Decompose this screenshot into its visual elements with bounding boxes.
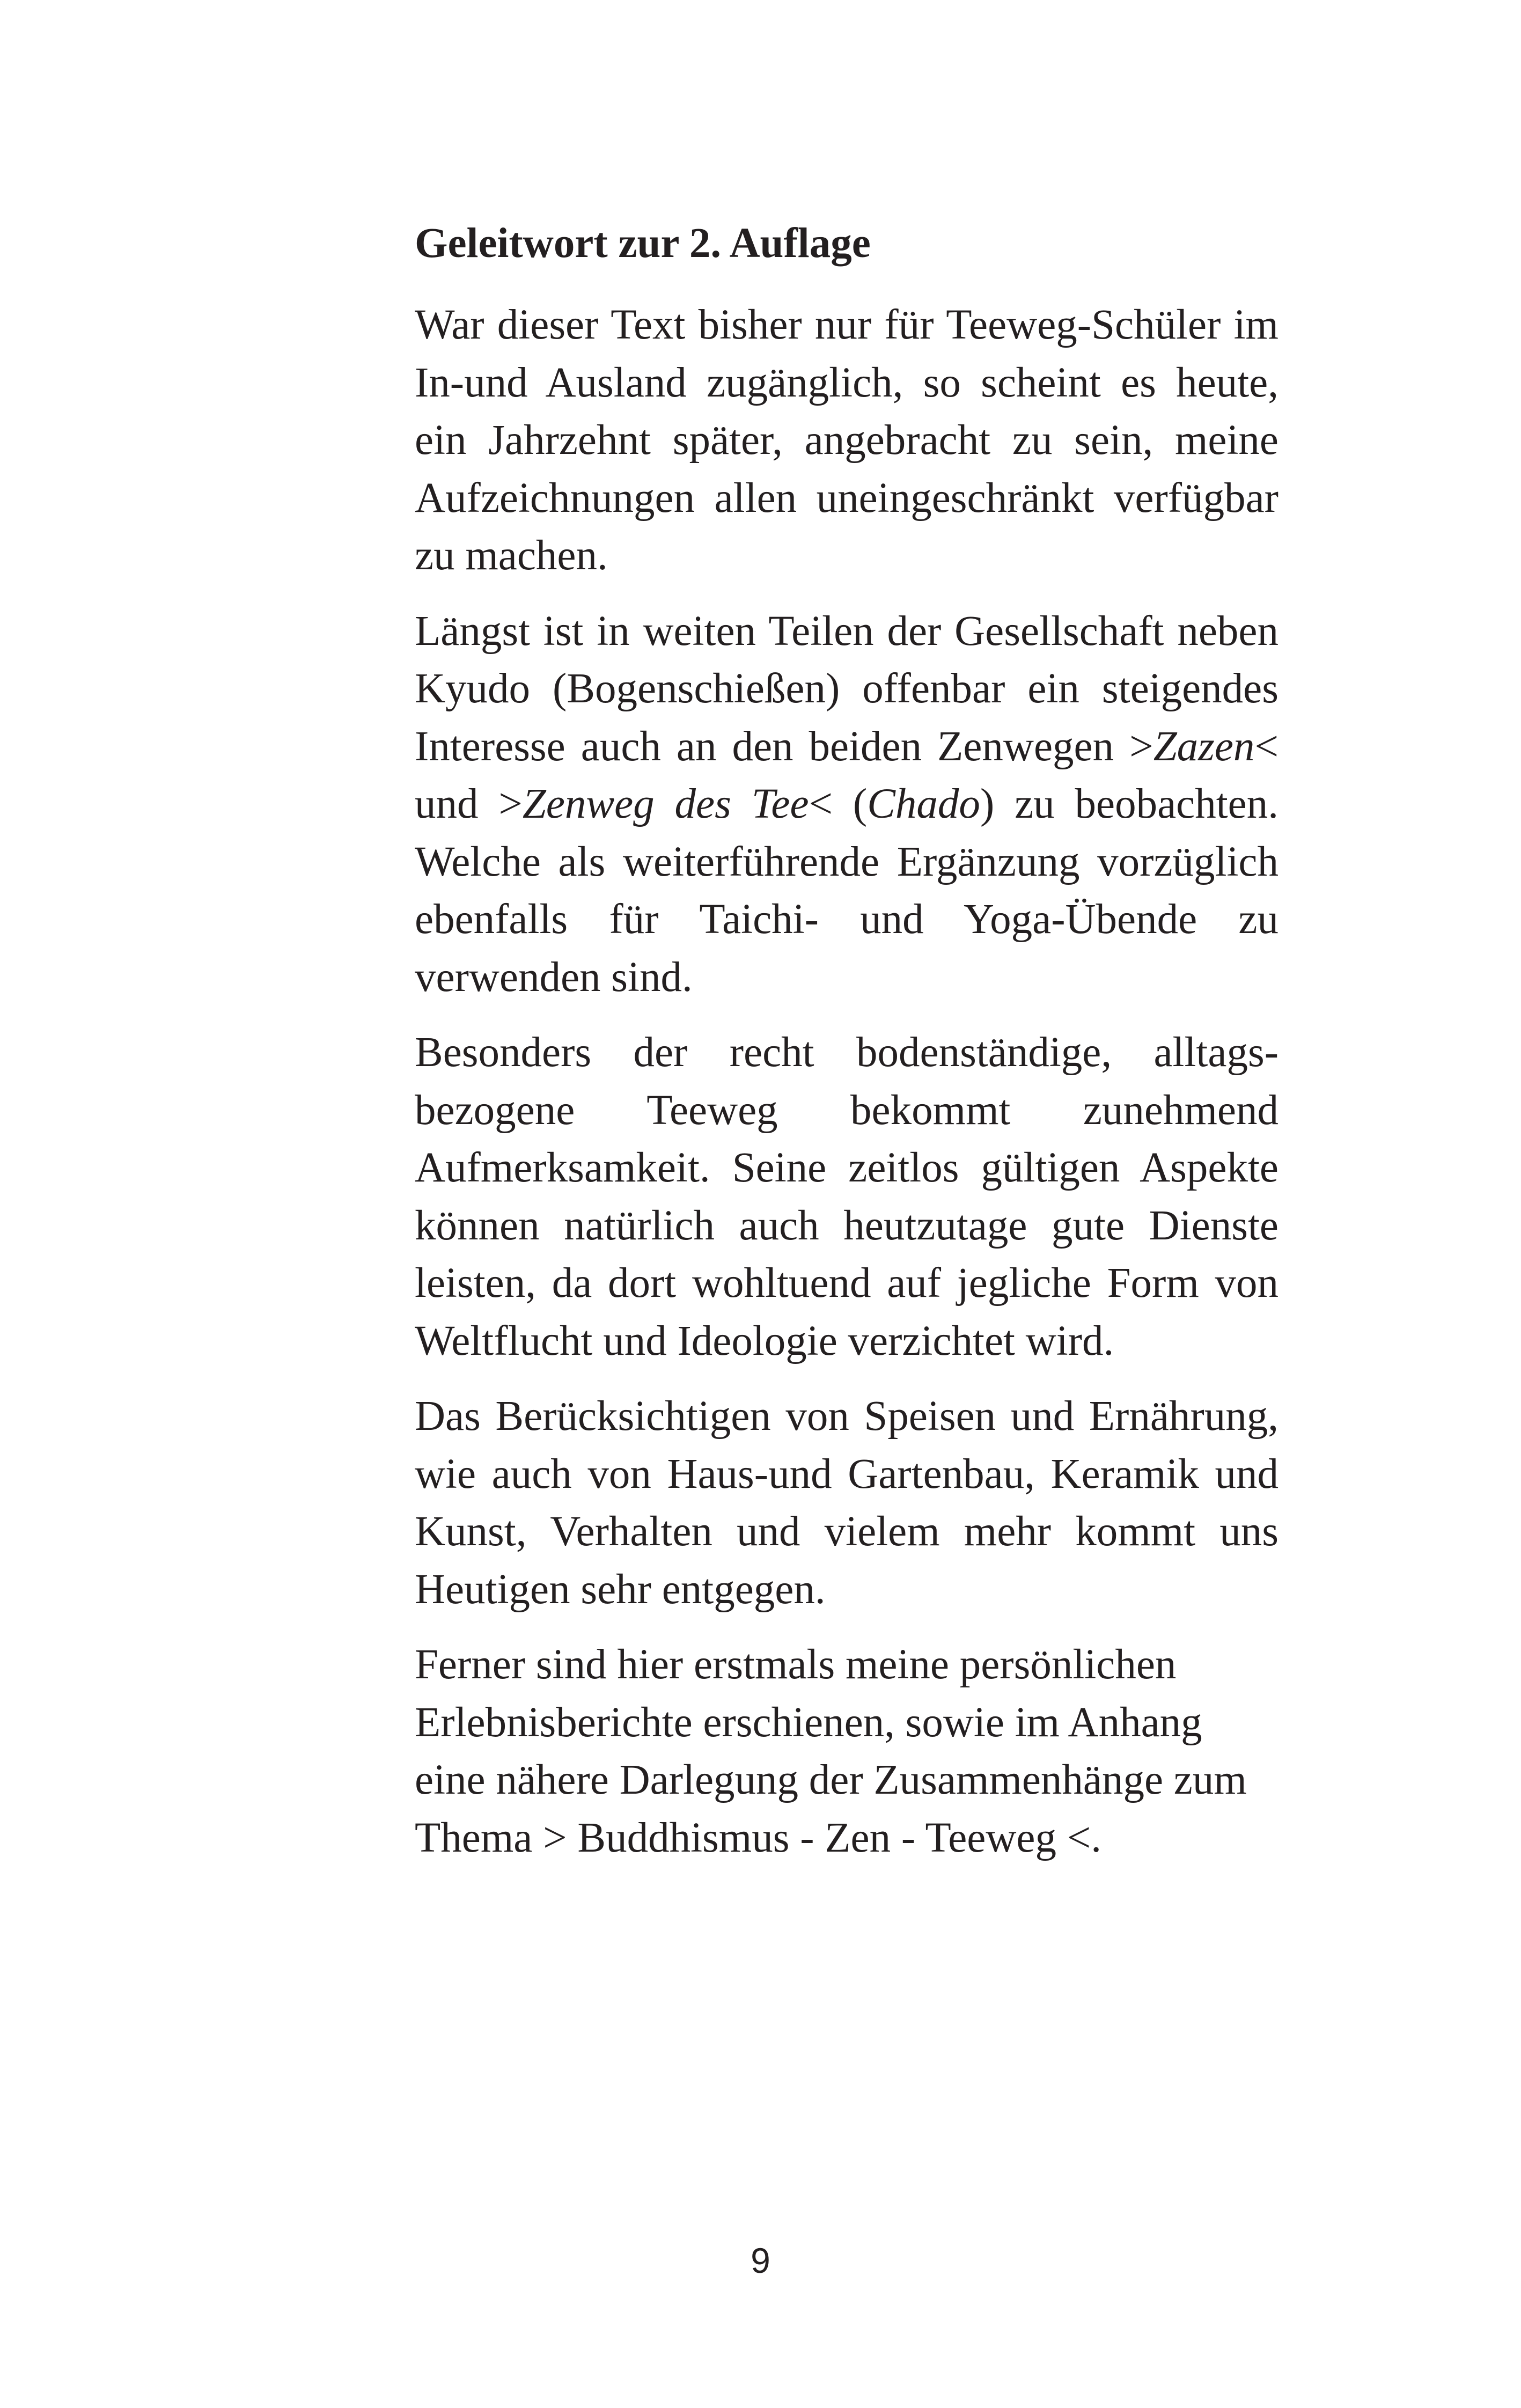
- paragraph-3: Besonders der recht bodenständige, alltagsbezogene Teeweg bekommt zunehmend Aufmerksamkeit. Seine zeitlos gültigen Aspekte können natürlich auch heutzutage gute Dienste leisten, da dort wohltuend auf jegliche Form von Weltflucht und Ideologie verzichtet wird.: [415, 1029, 1278, 1364]
- paragraph-2: [415, 603, 1278, 1007]
- paragraph-2-italic-zenweg: Zenweg des Tee: [522, 781, 809, 827]
- page-heading: Geleitwort zur 2. Auflage: [415, 220, 871, 267]
- paragraph-2-text-2: < und >: [415, 723, 1278, 827]
- page-text-block: [415, 215, 1278, 1884]
- paragraph-2-italic-zazen: Zazen: [1153, 723, 1255, 770]
- paragraph-2-text-3: < (: [809, 781, 868, 827]
- page-number: 9: [751, 2241, 770, 2280]
- paragraph-4: Das Berücksichtigen von Speisen und Ernährung, wie auch von Haus-und Gartenbau, Keramik und Kunst, Verhalten und vielem mehr kommt uns Heutigen sehr entgegen.: [415, 1393, 1278, 1613]
- paragraph-1: War dieser Text bisher nur für Teeweg-Schüler im In-und Ausland zugänglich, so scheint es heute, ein Jahrzehnt später, angebracht zu sein, meine Aufzeichnungen allen uneingeschränkt verfügbar zu machen.: [415, 302, 1278, 579]
- paragraph-5: Ferner sind hier erstmals meine persönlichen Erlebnisberichte erschienen, sowie im Anhang eine nähere Darlegung der Zusammenhänge zum Thema > Buddhismus - Zen - Teeweg <.: [415, 1641, 1247, 1861]
- paragraph-2-italic-chado: Chado: [867, 781, 980, 827]
- paragraph-2-text-1: Längst ist in weiten Teilen der Gesellschaft neben Kyudo (Bogenschießen) offenbar ein steigendes Interesse auch an den beiden Zenwegen >: [415, 607, 1278, 770]
- paragraph-2-text-4: ) zu beobachten. Welche als weiterführende Ergänzung vorzüglich ebenfalls für Taichi- und Yoga-Übende zu verwenden sind.: [415, 781, 1278, 1001]
